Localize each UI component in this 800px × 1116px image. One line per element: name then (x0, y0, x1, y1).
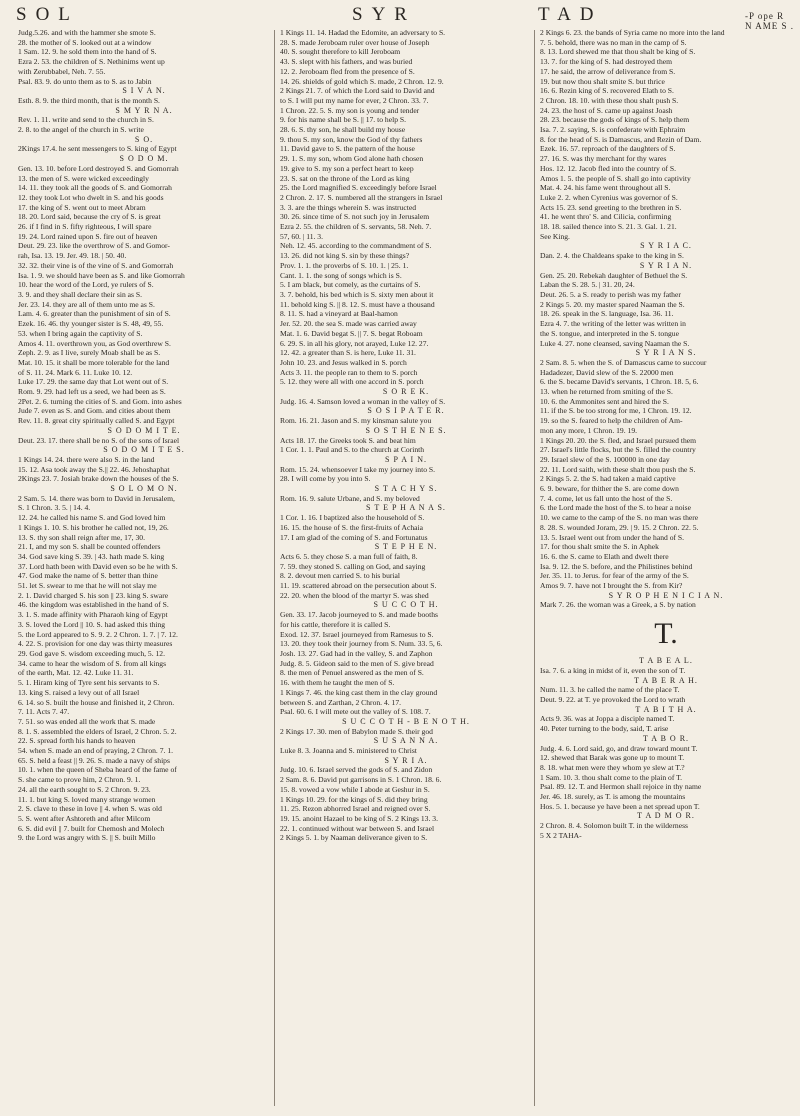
entry-line: Ezra 2. 55. the children of S. servants, 58. Neh. 7. (280, 222, 432, 232)
entry-line: Mat. 1. 6. David begat S. || 7. S. begat Roboam (280, 328, 423, 338)
entry-line: 24. all the earth sought to S. 2 Chron. 9. 23. (18, 784, 151, 794)
entry-line: 65. S. held a feast || 9. 26. S. made a navy of ships (18, 755, 170, 765)
entry-line: 1 Sam. 10. 3. thou shalt come to the plain of T. (540, 772, 683, 782)
entry-line: 8. the men of Penuel answered as the men of S. (280, 668, 424, 678)
entry-line: to S. I will put my name for ever, 2 Chron. 33. 7. (280, 95, 429, 105)
entry-line: 28. I will come by you into S. (280, 474, 371, 484)
entry-line: Acts 18. 17. the Greeks took S. and beat him (280, 435, 416, 445)
entry-line: 14. 11. they took all the goods of S. and Gomorrah (18, 183, 172, 193)
entry-line: Mat. 4. 24. his fame went throughout all S. (540, 183, 671, 193)
entry-line: Jer. 35. 11. to Jerus. for fear of the army of the S. (540, 571, 689, 581)
entry-line: 6. 29. S. in all his glory, not arayed, Luke 12. 27. (280, 338, 429, 348)
entry-line: 1 Cor. 1. 1. Paul and S. to the church at Corinth (280, 445, 425, 455)
entry-line: 2 Chron. 2. 17. S. numbered all the strangers in Israel (280, 192, 443, 202)
entry-line: Amos 4. 11. overthrown you, as God overthrew S. (18, 338, 171, 348)
entry-line: 8. 11. S. had a vineyard at Baal-hamon (280, 309, 398, 319)
entry-line: Lam. 4. 6. greater than the punishment of sin of S. (18, 309, 171, 319)
entry-line: 17. he said, the arrow of deliverance from S. (540, 66, 676, 76)
entry-line: 18. 18. sailed thence into S. 21. 3. Gal. 1. 21. (540, 222, 677, 232)
text-column-right-upper (540, 28, 792, 610)
entry-line: 17. I am glad of the coming of S. and Fortunatus (280, 532, 428, 542)
entry-heading: T A B E A L. (639, 656, 693, 666)
entry-line: Exod. 12. 37. Israel journeyed from Ramesus to S. (280, 629, 434, 639)
entry-line: 34. came to hear the wisdom of S. from all kings (18, 658, 167, 668)
entry-line: Rom. 16. 9. salute Urbane, and S. my beloved (280, 493, 420, 503)
entry-line: 16. 6. the S. came to Elath and dwelt there (540, 551, 669, 561)
entry-line: Laban the S. 28. 5. | 31. 20, 24. (540, 280, 635, 290)
entry-line: 28. 6. S. thy son, he shall build my house (280, 125, 406, 135)
running-head (0, 4, 800, 31)
entry-line: Mat. 10. 15. it shall be more tolerable for the land (18, 357, 170, 367)
entry-line: 1 Kings 1. 10. S. his brother he called not, 19, 26. (18, 522, 169, 532)
entry-line: Mark 7. 26. the woman was a Greek, a S. by nation (540, 600, 696, 610)
entry-line: 2 Sam. 8. 6. David put garrisons in S. 1 Chron. 18. 6. (280, 775, 442, 785)
entry-line: Judg. 16. 4. Samson loved a woman in the valley of S. (280, 396, 446, 406)
entry-line: 27. Israel's little flocks, but the S. filled the country (540, 445, 696, 455)
running-head-right: TAD (538, 4, 603, 25)
entry-line: 34. God save king S. 39. | 43. hath made S. king (18, 551, 165, 561)
entry-line: 7. 5. behold, there was no man in the camp of S. (540, 37, 687, 47)
entry-line: Gen. 25. 20. Rebekah daughter of Bethuel the S. (540, 270, 688, 280)
entry-line: 6. 9. beware, for thither the S. are come down (540, 484, 679, 494)
entry-line: 2 Chron. 18. 10. with these thou shalt push S. (540, 95, 679, 105)
entry-line: 11. 19. scattered abroad on the persecution about S. (280, 581, 437, 591)
running-head-far-line: -P ope R (745, 11, 785, 21)
entry-line: Isa. 1. 9. we should have been as S. and like Gomorrah (18, 270, 185, 280)
entry-line: 19. but now thou shalt smite S. but thrice (540, 76, 665, 86)
entry-line: 22. 20. when the blood of the martyr S. was shed (280, 590, 429, 600)
entry-line: 18. 26. speak in the S. language, Isa. 36. 11. (540, 309, 674, 319)
entry-line: 16. 6. Rezin king of S. recovered Elath to S. (540, 86, 674, 96)
entry-line: 19. so the S. feared to help the children of Am- (540, 416, 683, 426)
running-head-left: SOL (16, 4, 79, 25)
entry-line: 12. shewed that Barak was gone up to mount T. (540, 753, 685, 763)
entry-heading: T A B O R. (642, 733, 690, 743)
entry-line: 40. Peter turning to the body, said, T. arise (540, 724, 669, 734)
entry-line: 10. we came to the camp of the S. no man was there (540, 513, 699, 523)
entry-line: Luke 8. 3. Joanna and S. ministered to Christ (280, 746, 417, 756)
entry-line: 13. 5. Israel went out from under the hand of S. (540, 532, 685, 542)
entry-line: 21. I, and my son S. shall be counted offenders (18, 542, 161, 552)
entry-line: 28. 23. because the gods of kings of S. help them (540, 115, 690, 125)
entry-line: 19. give to S. my son a perfect heart to keep (280, 163, 414, 173)
entry-heading: T A B I T H A. (635, 704, 697, 714)
entry-line: 7. 4. come, let us fall unto the host of the S. (540, 493, 673, 503)
entry-line: 5. S. went after Ashtoreth and after Milcom (18, 813, 151, 823)
entry-line: Luke 4. 27. none cleansed, saving Naaman the S. (540, 338, 690, 348)
entry-line: between S. and Zarthan, 2 Chron. 4. 17. (280, 697, 402, 707)
entry-line: of the earth, Mat. 12. 42. Luke 11. 31. (18, 668, 134, 678)
entry-line: 15. 8. vowed a vow while I abode at Geshur in S. (280, 784, 430, 794)
entry-heading: S O R E K. (382, 387, 430, 397)
entry-line: 30. 26. since time of S. not such joy in Jerusalem (280, 212, 430, 222)
entry-line: 1 Kings 20. 20. the S. fled, and Israel pursued them (540, 435, 697, 445)
entry-line: Psal. 83. 9. do unto them as to S. as to Jabin (18, 76, 152, 86)
entry-line: Rev. 1. 11. write and send to the church in S. (18, 115, 154, 125)
entry-line: Prov. 1. 1. the proverbs of S. 10. 1. | 25. 1. (280, 260, 409, 270)
entry-line: 11. 1. but king S. loved many strange women (18, 794, 156, 804)
entry-line: Luke 2. 2. when Cyrenius was governor of S. (540, 192, 678, 202)
entry-line: 13. 20. they took their journey from S. Num. 33. 5, 6. (280, 639, 443, 649)
entry-heading: T A D M O R. (637, 811, 695, 821)
entry-heading: S O S T H E N E S. (365, 425, 447, 435)
entry-line: 8. 28. S. wounded Joram, 29. | 9. 15. 2 Chron. 22. 5. (540, 522, 699, 532)
section-letter: T. (654, 617, 678, 651)
entry-line: 28. S. made Jeroboam ruler over house of Joseph (280, 37, 430, 47)
entry-line: Deut. 23. 17. there shall be no S. of the sons of Israel (18, 435, 180, 445)
entry-line: Ezek. 16. 57. reproach of the daughters of S. (540, 144, 676, 154)
entry-line: 26. if I find in S. fifty righteous, I will spare (18, 222, 152, 232)
entry-line: 2 Kings 17. 30. men of Babylon made S. their god (280, 726, 433, 736)
entry-line: 9. the Lord was angry with S. || S. built Millo (18, 833, 156, 843)
entry-line: 22. 11. Lord saith, with these shalt thou push the S. (540, 464, 696, 474)
entry-line: 13. the men of S. were wicked exceedingly (18, 173, 149, 183)
entry-line: 3. 7. behold, his bed which is S. sixty men about it (280, 289, 434, 299)
entry-line: Psal. 60. 6. I will mete out the valley of S. 108. 7. (280, 707, 431, 717)
entry-line: 1 Cor. 1. 16. I baptized also the household of S. (280, 513, 425, 523)
entry-line: Dan. 2. 4. the Chaldeans spake to the king in S. (540, 251, 684, 261)
entry-line: Rev. 11. 8. great city spiritually called S. and Egypt (18, 416, 175, 426)
entry-line: Deut. 26. 5. a S. ready to perish was my father (540, 289, 681, 299)
entry-line: 29. 1. S. my son, whom God alone hath chosen (280, 154, 424, 164)
entry-line: 37. Lord hath been with David even so be he with S. (18, 561, 178, 571)
entry-line: 23. S. sat on the throne of the Lord as king (280, 173, 410, 183)
entry-line: 3. S. loved the Lord || 10. S. had asked this thing (18, 619, 166, 629)
entry-line: 7. 11. Acts 7. 47. (18, 707, 70, 717)
entry-line: 19. 24. Lord rained upon S. fire out of heaven (18, 231, 158, 241)
entry-heading: S Y R I A N S. (635, 348, 697, 358)
entry-line: 8. 1. S. assembled the elders of Israel, 2 Chron. 5. 2. (18, 726, 177, 736)
text-column-right (540, 28, 792, 1106)
entry-line: 47. God make the name of S. better than thine (18, 571, 158, 581)
entry-line: 2 Sam. 5. 14. there was born to David in Jerusalem, (18, 493, 175, 503)
entry-line: 41. he went thro' S. and Cilicia, confirming (540, 212, 672, 222)
entry-line: 51. let S. swear to me that he will not slay me (18, 581, 157, 591)
entry-heading: S Y R I A. (384, 755, 428, 765)
entry-line: Num. 11. 3. he called the name of the place T. (540, 685, 680, 695)
entry-line: 12. they took Lot who dwelt in S. and his goods (18, 192, 164, 202)
entry-line: 2 Chron. 8. 4. Solomon built T. in the wilderness (540, 821, 689, 831)
entry-line: 12. 2. Jeroboam fled from the presence of S. (280, 66, 415, 76)
entry-line: 57, 60. | 11. 3. (280, 231, 324, 241)
running-head-middle: SYR (352, 4, 416, 25)
entry-line: 27. 16. S. was thy merchant for thy wares (540, 154, 667, 164)
entry-line: 8. 18. what men were they whom ye slew at T.? (540, 762, 685, 772)
entry-line: 43. S. slept with his fathers, and was buried (280, 57, 413, 67)
entry-line: 1 Kings 14. 24. there were also S. in the land (18, 454, 155, 464)
entry-line: 1 Kings 11. 14. Hadad the Edomite, an adversary to S. (280, 28, 446, 37)
entry-line: Isa. 7. 6. a king in midst of it, even the son of T. (540, 665, 686, 675)
entry-line: 13. S. thy son shall reign after me, 17, 30. (18, 532, 145, 542)
entry-line: 29. God gave S. wisdom exceeding much, 5. 12. (18, 649, 165, 658)
entry-line: 54. when S. made an end of praying, 2 Chron. 7. 1. (18, 746, 174, 756)
entry-line: 11. 25. Rezon abhorred Israel and reigned over S. (280, 804, 431, 814)
text-column-right-lower (540, 656, 792, 840)
entry-line: 6. the S. became David's servants, 1 Chron. 18. 5, 6. (540, 377, 699, 387)
entry-heading: S U C C O T H. (373, 600, 439, 610)
entry-line: 2 Sam. 8. 5. when the S. of Damascus came to succour (540, 357, 707, 367)
running-head-far-line: N AME S . (745, 21, 795, 31)
entry-line: 22. 1. continued without war between S. and Israel (280, 823, 435, 833)
entry-heading: S O D O M. (119, 154, 169, 164)
entry-line: Amos 9. 7. have not I brought the S. from Kir? (540, 581, 683, 591)
entry-line: Judg. 4. 6. Lord said, go, and draw toward mount T. (540, 743, 698, 753)
entry-line: 2 Kings 5. 20. my master spared Naaman the S. (540, 299, 685, 309)
entry-line: 6. 14. so S. built the house and finished it, 2 Chron. (18, 697, 175, 707)
entry-heading: S Y R I A C. (640, 241, 692, 251)
entry-line: Psal. 89. 12. T. and Hermon shall rejoice in thy name (540, 782, 702, 792)
entry-line: 5. the Lord appeared to S. 9. 2. 2 Chron. 1. 7. | 7. 12. (18, 629, 178, 639)
entry-line: Amos 1. 5. the people of S. shall go into captivity (540, 173, 691, 183)
entry-line: 28. the mother of S. looked out at a window (18, 37, 152, 47)
entry-line: Ezra 2. 53. the children of S. Nethinims went up (18, 57, 165, 67)
entry-line: Acts 9. 36. was at Joppa a disciple named T. (540, 714, 675, 724)
entry-line: Deut. 29. 23. like the overthrow of S. and Gomor- (18, 241, 170, 251)
entry-line: 1 Sam. 12. 9. he sold them into the hand of S. (18, 47, 157, 57)
entry-line: 5 X 2 TAHA- (540, 830, 582, 840)
entry-line: Hos. 12. 12. Jacob fled into the country of S. (540, 163, 677, 173)
entry-line: Josh. 13. 27. Gad had in the valley, S. and Zaphon (280, 649, 433, 658)
entry-line: 40. S. sought therefore to kill Jeroboam (280, 47, 401, 57)
entry-line: the S. tongue, and interpreted in the S. tongue (540, 328, 679, 338)
entry-line: 2Kings 23. 7. Josiah brake down the houses of the S. (18, 474, 179, 484)
entry-line: 18. 20. Lord said, because the cry of S. is great (18, 212, 161, 222)
entry-line: 13. 26. did not king S. sin by these things? (280, 251, 410, 261)
entry-line: 7. 51. so was ended all the work that S. made (18, 716, 156, 726)
entry-line: Ezek. 16. 46. thy younger sister is S. 48, 49, 55. (18, 319, 164, 329)
entry-line: rah, Isa. 13. 19. Jer. 49. 18. | 50. 40. (18, 251, 127, 261)
entry-line: 10. 6. the Ammonites sent and hired the S. (540, 396, 669, 406)
entry-line: mon any more, 1 Chron. 19. 19. (540, 425, 638, 435)
entry-line: 12. 42. a greater than S. is here, Luke 11. 31. (280, 348, 416, 358)
entry-line: Hos. 5. 1. because ye have been a net spread upon T. (540, 801, 700, 811)
entry-line: See King. (540, 231, 570, 241)
entry-line: Jer. 46. 18. surely, as T. is among the mountains (540, 792, 686, 802)
entry-line: 3. 9. and they shall declare their sin as S. (18, 289, 142, 299)
entry-line: 11. David gave to S. the pattern of the house (280, 144, 415, 154)
entry-line: S. 1 Chron. 3. 5. | 14. 4. (18, 503, 91, 513)
entry-line: Acts 3. 11. the people ran to them to S. porch (280, 367, 418, 377)
entry-line: Esth. 8. 9. the third month, that is the month S. (18, 95, 160, 105)
entry-line: of S. 11. 24. Mark 6. 11. Luke 10. 12. (18, 367, 133, 377)
entry-line: Rom. 16. 21. Jason and S. my kinsman salute you (280, 416, 432, 426)
entry-line: 2. S. clave to these in love || 4. when S. was old (18, 804, 162, 814)
entry-heading: S I V A N. (122, 86, 166, 96)
entry-heading: S O L O M O N. (110, 484, 178, 494)
entry-line: Hadadezer, David slew of the S. 22000 men (540, 367, 674, 377)
entry-line: 22. S. spread forth his hands to heaven (18, 736, 136, 746)
entry-heading: S T E P H A N A S. (366, 503, 446, 513)
entry-line: 1 Chron. 22. 5. S. my son is young and tender (280, 105, 420, 115)
entry-line: 2Kings 17.4. he sent messengers to S. king of Egypt (18, 144, 177, 154)
entry-line: 8. 13. Lord shewed me that thou shalt be king of S. (540, 47, 696, 57)
entry-line: 2 Kings 5. 2. the S. had taken a maid captive (540, 474, 676, 484)
entry-line: Judg. 8. 5. Gideon said to the men of S. give bread (280, 658, 434, 668)
entry-line: Isa. 7. 2. saying, S. is confederate with Ephraim (540, 125, 686, 135)
entry-heading: S T E P H E N. (374, 542, 438, 552)
entry-line: 25. the Lord magnified S. exceedingly before Israel (280, 183, 437, 193)
entry-heading: S Y R I A N. (639, 260, 693, 270)
entry-line: 16. 15. the house of S. the first-fruits of Achaia (280, 522, 423, 532)
entry-line: 8. 2. devout men carried S. to his burial (280, 571, 400, 581)
entry-line: 5. 12. they were all with one accord in S. porch (280, 377, 424, 387)
entry-line: 2. 1. David charged S. his son || 23. king S. sware (18, 590, 169, 600)
entry-line: Judg. 10. 6. Israel served the gods of S. and Zidon (280, 765, 433, 775)
entry-line: 46. the kingdom was established in the hand of S. (18, 600, 169, 610)
entry-line: 12. 24. he called his name S. and God loved him (18, 513, 166, 523)
entry-line: 2 Kings 21. 7. of which the Lord said to David and (280, 86, 435, 96)
entry-line: 2. 8. to the angel of the church in S. write (18, 125, 144, 135)
entry-line: 11. behold king S. || 8. 12. S. must have a thousand (280, 299, 435, 309)
entry-line: 9. for his name shall be S. || 17. to help S. (280, 115, 407, 125)
entry-line: 17. for thou shalt smite the S. in Aphek (540, 542, 659, 552)
entry-line: Rom. 15. 24. whensoever I take my journey into S. (280, 464, 436, 474)
entry-heading: S O D O M I T E S. (103, 445, 185, 455)
entry-line: 19. 15. anoint Hazael to be king of S. 2 Kings 13. 3. (280, 813, 438, 823)
entry-line: for his cattle, therefore it is called S. (280, 619, 391, 629)
entry-line: 6. the Lord made the host of the S. to hear a noise (540, 503, 691, 513)
entry-line: Rom. 9. 29. had left us a seed, we had been as S. (18, 387, 166, 397)
entry-line: 1 Kings 7. 46. the king cast them in the clay ground (280, 687, 438, 697)
entry-line: 2Pet. 2. 6. turning the cities of S. and Gom. into ashes (18, 396, 182, 406)
entry-line: 32. 32. their vine is of the vine of S. and Gomorrah (18, 260, 174, 270)
entry-line: Acts 15. 23. send greeting to the brethren in S. (540, 202, 682, 212)
entry-line: S. she came to prove him, 2 Chron. 9. 1. (18, 775, 141, 785)
entry-heading: S O D O M I T E. (107, 425, 181, 435)
entry-line: Jude 7. even as S. and Gom. and cities about them (18, 406, 171, 416)
entry-line: Gen. 33. 17. Jacob journeyed to S. and made booths (280, 610, 438, 620)
entry-line: 4. 22. S. provision for one day was thirty measures (18, 639, 173, 649)
entry-heading: S P A I N. (385, 454, 427, 464)
entry-line: 5. 1. Hiram king of Tyre sent his servants to S. (18, 678, 160, 688)
entry-line: 6. S. did evil || 7. built for Chemosh and Molech (18, 823, 165, 833)
entry-line: 1 Kings 10. 29. for the kings of S. did they bring (280, 794, 428, 804)
entry-heading: S M Y R N A. (115, 105, 173, 115)
text-column-left (18, 28, 270, 1106)
column-divider (274, 30, 275, 1106)
entry-line: 11. if the S. be too strong for me, 1 Chron. 19. 12. (540, 406, 692, 416)
entry-line: 7. 59. they stoned S. calling on God, and saying (280, 561, 426, 571)
entry-line: Judg.5.26. and with the hammer she smote S. (18, 28, 156, 37)
entry-line: 13. 7. for the king of S. had destroyed them (540, 57, 673, 67)
entry-heading: S O S I P A T E R. (367, 406, 445, 416)
entry-line: 13. when he returned from smiting of the S. (540, 387, 673, 397)
entry-heading: S Y R O P H E N I C I A N. (608, 590, 724, 600)
entry-heading: S U C C O T H - B E N O T H. (342, 716, 470, 726)
entry-heading: T A B E R A H. (634, 675, 698, 685)
entry-line: 53. when I bring again the captivity of S. (18, 328, 143, 338)
entry-line: 15. 12. Asa took away the S.|| 22. 46. Jehoshaphat (18, 464, 170, 474)
entry-heading: S T A C H Y S. (374, 484, 438, 494)
entry-line: Gen. 13. 10. before Lord destroyed S. and Gomorrah (18, 163, 179, 173)
entry-line: 3. 1. S. made affinity with Pharaoh king of Egypt (18, 610, 168, 620)
entry-line: 14. 26. shields of gold which S. made, 2 Chron. 12. 9. (280, 76, 444, 86)
entry-line: Deut. 9. 22. at T. ye provoked the Lord to wrath (540, 695, 686, 704)
entry-line: 10. 1. when the queen of Sheba heard of the fame of (18, 765, 177, 775)
entry-line: 17. the king of S. went out to meet Abram (18, 202, 146, 212)
entry-line: Jer. 23. 14. they are all of them unto me as S. (18, 299, 155, 309)
entry-line: Jer. 52. 20. the sea S. made was carried away (280, 319, 417, 329)
entry-line: 8. for the head of S. is Damascus, and Rezin of Dam. (540, 134, 702, 144)
entry-line: 10. hear the word of the Lord, ye rulers of S. (18, 280, 154, 290)
entry-line: Cant. 1. 1. the song of songs which is S. (280, 270, 402, 280)
entry-line: 5. I am black, but comely, as the curtains of S. (280, 280, 421, 290)
entry-line: Acts 6. 5. they chose S. a man full of faith, 8. (280, 551, 418, 561)
entry-line: Isa. 9. 12. the S. before, and the Philistines behind (540, 561, 693, 571)
entry-line: Luke 17. 29. the same day that Lot went out of S. (18, 377, 169, 387)
entry-line: 3. 3. are the things wherein S. was instructed (280, 202, 417, 212)
entry-line: 24. 23. the host of S. came up against Joash (540, 105, 673, 115)
column-divider (534, 30, 535, 1106)
entry-line: Zeph. 2. 9. as I live, surely Moab shall be as S. (18, 348, 161, 358)
text-column-middle (280, 28, 532, 1106)
entry-heading: S O. (134, 134, 154, 144)
entry-line: 16. with them he taught the men of S. (280, 678, 395, 688)
entry-line: with Zerubbabel, Neh. 7. 55. (18, 66, 106, 76)
entry-line: 2 Kings 6. 23. the bands of Syria came no more into the land (540, 28, 725, 37)
entry-line: Ezra 4. 7. the writing of the letter was written in (540, 319, 686, 329)
entry-line: 9. thou S. my son, know the God of thy fathers (280, 134, 423, 144)
entry-line: 13. king S. raised a levy out of all Israel (18, 687, 140, 697)
entry-heading: S U S A N N A. (373, 736, 439, 746)
entry-line: 2 Kings 5. 1. by Naaman deliverance given to S. (280, 833, 428, 843)
entry-line: 29. Israel slew of the S. 100000 in one day (540, 454, 670, 464)
entry-line: Neh. 12. 45. according to the commandment of S. (280, 241, 432, 251)
entry-line: John 10. 23. and Jesus walked in S. porch (280, 357, 407, 367)
